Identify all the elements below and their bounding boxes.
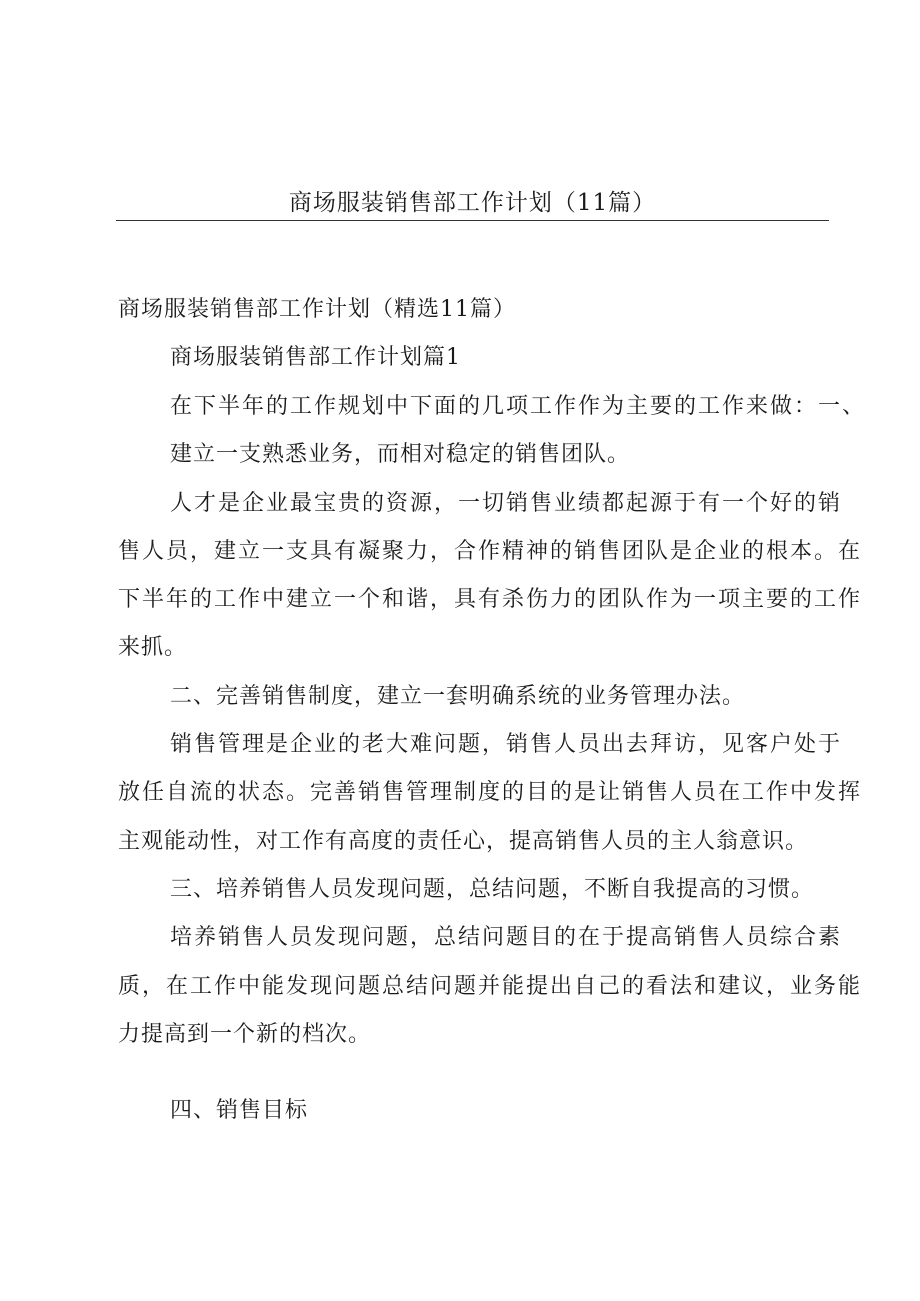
- paragraph-line: 主观能动性，对工作有高度的责任心，提高销售人员的主人翁意识。: [118, 829, 809, 854]
- section-heading: 商场服装销售部工作计划篇1: [170, 345, 461, 370]
- paragraph-line: 力提高到一个新的档次。: [118, 1022, 372, 1047]
- paragraph-line: 来抓。: [118, 635, 188, 660]
- paragraph-line: 质，在工作中能发现问题总结问题并能提出自己的看法和建议，业务能: [118, 974, 863, 999]
- document-subtitle: 商场服装销售部工作计划（精选11篇）: [118, 297, 516, 322]
- paragraph-line: 人才是企业最宝贵的资源，一切销售业绩都起源于有一个好的销: [170, 491, 843, 516]
- title-underline: [116, 220, 829, 221]
- paragraph-line: 下半年的工作中建立一个和谐，具有杀伤力的团队作为一项主要的工作: [118, 587, 863, 612]
- paragraph-line: 销售管理是企业的老大难问题，销售人员出去拜访，见客户处于: [170, 732, 843, 757]
- section-heading: 四、销售目标: [170, 1098, 309, 1123]
- paragraph-line: 建立一支熟悉业务，而相对稳定的销售团队。: [170, 442, 631, 467]
- section-heading: 二、完善销售制度，建立一套明确系统的业务管理办法。: [170, 684, 746, 709]
- section-heading: 三、培养销售人员发现问题，总结问题，不断自我提高的习惯。: [170, 877, 815, 902]
- paragraph-line: 放任自流的状态。完善销售管理制度的目的是让销售人员在工作中发挥: [118, 780, 863, 805]
- paragraph-line: 培养销售人员发现问题，总结问题目的在于提高销售人员综合素: [170, 925, 843, 950]
- paragraph-line: 在下半年的工作规划中下面的几项工作作为主要的工作来做：一、: [170, 394, 867, 419]
- document-title: 商场服装销售部工作计划（11篇）: [288, 190, 657, 216]
- paragraph-line: 售人员，建立一支具有凝聚力，合作精神的销售团队是企业的根本。在: [118, 539, 863, 564]
